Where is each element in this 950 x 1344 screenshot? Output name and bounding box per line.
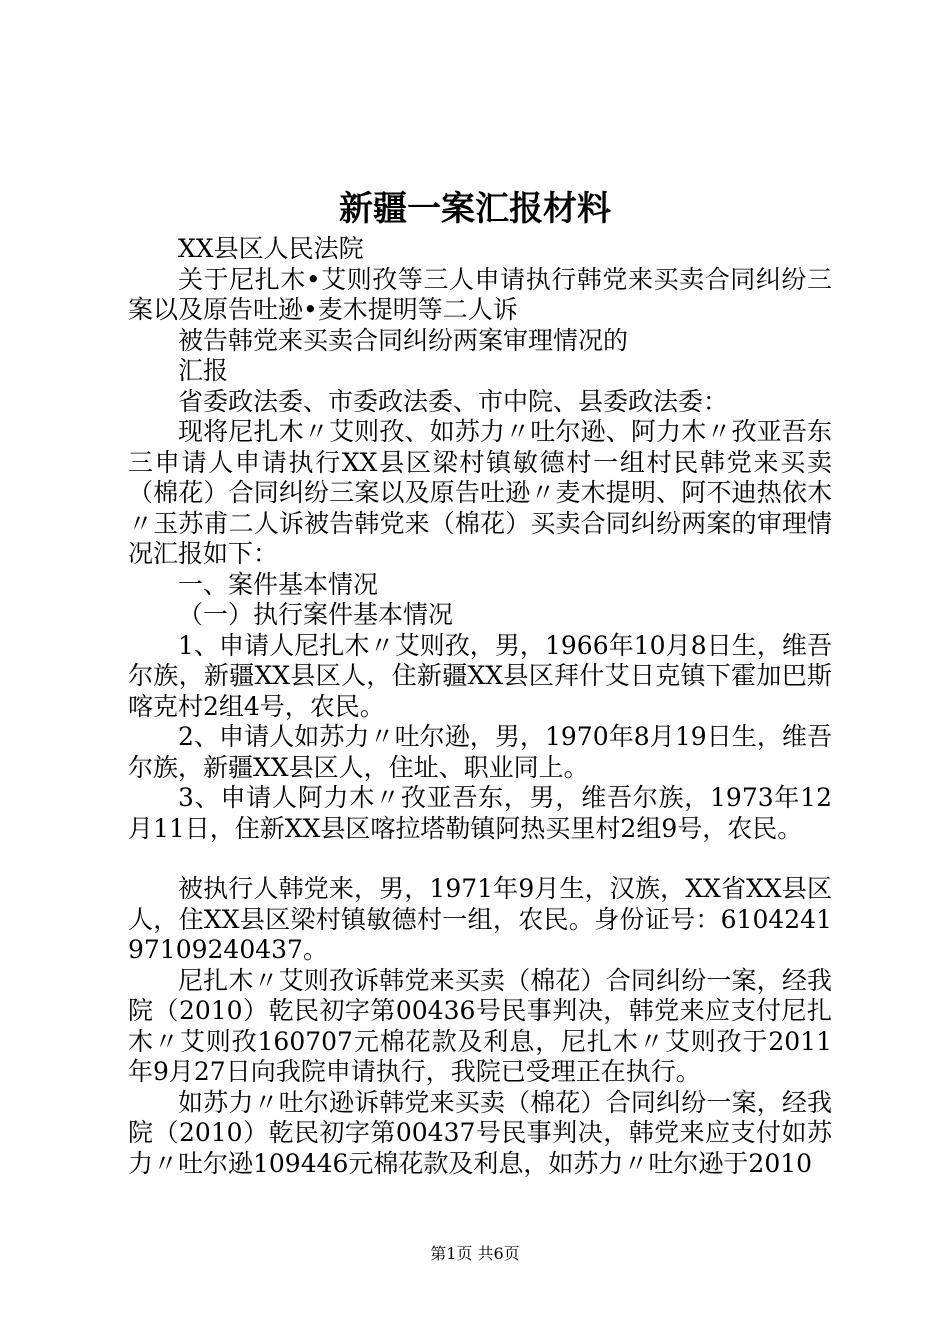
case-1-paragraph: 尼扎木〃艾则孜诉韩党来买卖（棉花）合同纠纷一案，经我院（2010）乾民初字第00436号民事判决，韩党来应支付尼扎木〃艾则孜160707元棉花款及利息，尼扎木〃艾则孜于2011年9月27日向我院申请执行，我院已受理正在执行。: [128, 965, 832, 1086]
document-title: 新疆一案汇报材料: [339, 189, 611, 229]
report-heading-line-1: 关于尼扎木•艾则孜等三人申请执行韩党来买卖合同纠纷三案以及原告吐逊•麦木提明等二人诉: [128, 264, 832, 324]
page-footer: 第1页 共6页: [430, 1244, 520, 1263]
subsection-heading: （一）执行案件基本情况: [178, 600, 454, 629]
report-heading-line-2: 被告韩党来买卖合同纠纷两案审理情况的: [178, 325, 629, 355]
court-name: XX县区人民法院: [178, 234, 364, 263]
intro-paragraph: 现将尼扎木〃艾则孜、如苏力〃吐尔逊、阿力木〃孜亚吾东三申请人申请执行XX县区梁村镇敏德村一组村民韩党来买卖（棉花）合同纠纷三案以及原告吐逊〃麦木提明、阿不迪热依木〃玉苏甫二人诉被告韩党来（棉花）买卖合同纠纷两案的审理情况汇报如下：: [128, 417, 832, 568]
case-2-paragraph: 如苏力〃吐尔逊诉韩党来买卖（棉花）合同纠纷一案，经我院（2010）乾民初字第00437号民事判决，韩党来应支付如苏力〃吐尔逊109446元棉花款及利息，如苏力〃吐尔逊于2010: [128, 1087, 832, 1178]
applicant-1-paragraph: 1、申请人尼扎木〃艾则孜，男，1966年10月8日生，维吾尔族，新疆XX县区人，住新疆XX县区拜什艾日克镇下霍加巴斯喀克村2组4号，农民。: [128, 630, 832, 721]
addressee-line: 省委政法委、市委政法委、市中院、县委政法委：: [178, 386, 729, 416]
applicant-3-paragraph: 3、申请人阿力木〃孜亚吾东，男，维吾尔族，1973年12月11日，住新XX县区喀拉塔勒镇阿热买里村2组9号，农民。: [128, 783, 832, 843]
document-body: [128, 234, 832, 1179]
respondent-paragraph: 被执行人韩党来，男，1971年9月生，汉族，XX省XX县区人，住XX县区梁村镇敏德村一组，农民。身份证号：610424197109240437。: [128, 874, 832, 964]
section-heading: 一、案件基本情况: [178, 569, 379, 599]
applicant-2-paragraph: 2、申请人如苏力〃吐尔逊，男，1970年8月19日生，维吾尔族，新疆XX县区人，住址、职业同上。: [128, 722, 832, 782]
report-heading-line-3: 汇报: [178, 356, 229, 385]
